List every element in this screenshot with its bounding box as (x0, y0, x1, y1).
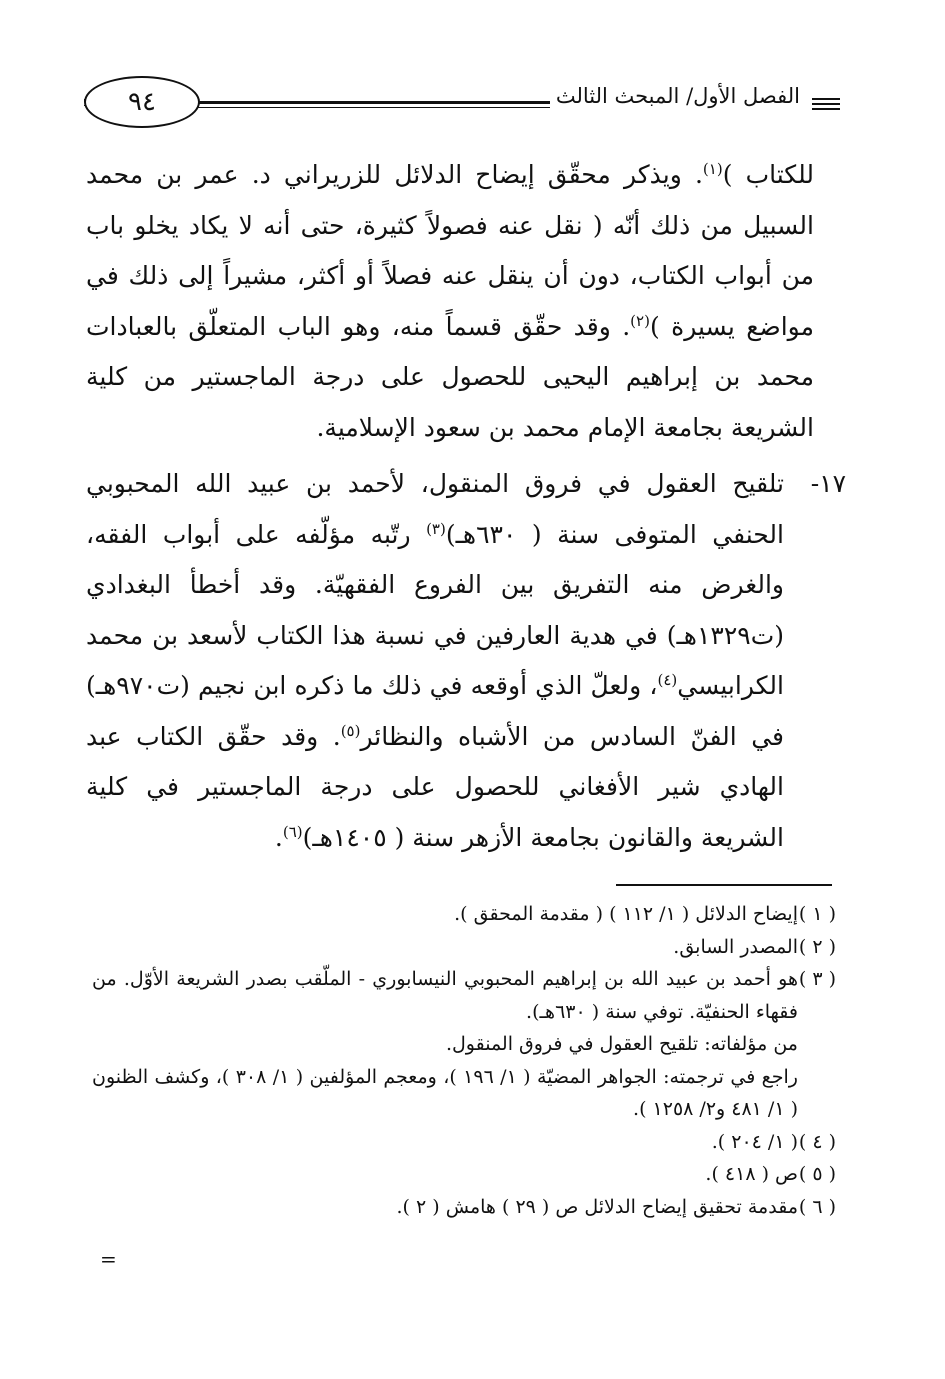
text-run: . وقد حقّق قسماً منه، وهو الباب المتعلّق بالعبادات محمد بن إبراهيم اليحيى للحصول على درجة الماجستير من كلية الشريعة بجامعة الإمام محمد بن سعود الإسلامية. (86, 311, 814, 442)
footnote (92, 1126, 836, 1159)
footnote (92, 898, 836, 931)
text-run: للكتاب ) (722, 160, 814, 189)
continuation-mark: = (100, 1247, 117, 1271)
footnote (92, 963, 836, 1028)
footnote-ref: (٤) (657, 671, 678, 689)
footnote-separator (616, 884, 832, 886)
text-run: ، ولعلّ الذي أوقعه في ذلك ما ذكره ابن نجيم (ت٩٧٠هـ) في الفنّ السادس من الأشباه والنظائر (86, 671, 784, 751)
footnote (92, 1191, 836, 1224)
footnote-number: ( ٣ ) (798, 968, 836, 990)
footnote-number: ( ٦ ) (798, 1195, 836, 1218)
footnote-text: ( ١/ ٢٠٤ ). (711, 1130, 798, 1153)
list-item (86, 459, 846, 863)
footnote-text: راجع في ترجمته: الجواهر المضيّة ( ١/ ١٩٦ )، ومعجم المؤلفين ( ١/ ٣٠٨ )، وكشف الظنون ( ١/ ٤٨١ و٢/ ١٢٥٨ ). (92, 1065, 798, 1120)
running-header (84, 76, 840, 128)
header-rule-right-mid (812, 103, 840, 105)
footnote-number: ( ٤ ) (798, 1130, 836, 1153)
footnote (92, 931, 836, 964)
text-run: . ويذكر محقّق إيضاح الدلائل للزريراني د. عمر بن محمد السبيل من ذلك أنّه ( نقل عنه فصولاً كثيرة، حتى أنه لا يكاد يخلو باب من أبواب الكتاب، دون أن ينقل عنه فصلاً أو أكثر، مشيراً إلى ذلك في مواضع يسيرة ) (86, 160, 814, 341)
footnote-ref: (٢) (630, 311, 650, 330)
footnote-text: المصدر السابق. (673, 935, 798, 958)
header-rule-right (812, 98, 840, 100)
chapter-title: الفصل الأول/ المبحث الثالث (550, 84, 806, 108)
footnote-ref: (١) (702, 160, 723, 178)
footnote-continuation (92, 1061, 836, 1126)
footnote-number: ( ٢ ) (798, 935, 836, 958)
text-run: تلقيح العقول في فروق المنقول، لأحمد بن عبيد الله المحبوبي الحنفي المتوفى سنة ( ٦٣٠هـ) (86, 469, 784, 549)
item-number: ١٧- (810, 469, 846, 498)
paragraph (86, 150, 814, 453)
footnote-text: مقدمة تحقيق إيضاح الدلائل ص ( ٢٩ ) هامش ( ٢ ). (396, 1195, 798, 1218)
footnote-ref: (٥) (340, 721, 361, 740)
footnote (92, 1158, 836, 1191)
footnote-text: إيضاح الدلائل ( ١/ ١١٢ ) ( مقدمة المحقق ). (454, 903, 798, 925)
page-number-text: ٩٤ (128, 87, 156, 117)
page-number (84, 76, 200, 128)
header-rule-right-low (812, 108, 840, 110)
main-text (86, 150, 846, 863)
footnote-ref: (٣) (426, 519, 446, 538)
footnote-text: ص ( ٤١٨ ). (705, 1163, 798, 1185)
text-run: . (274, 822, 283, 852)
footnote-number: ( ٥ ) (798, 1163, 836, 1185)
footnote-number: ( ١ ) (798, 903, 836, 925)
text-run: رتّبه مؤلّفه على أبواب الفقه، والغرض منه التفريق بين الفروع الفقهيّة. وقد أخطأ البغدادي (ت١٣٢٩هـ) في هدية العارفين في نسبة هذا الكتاب لأسعد بن محمد الكرابيسي (86, 519, 784, 700)
footnote-text: هو أحمد بن عبيد الله بن إبراهيم المحبوبي النيسابوري - الملّقب بصدر الشريعة الأوّل. من فقهاء الحنفيّة. توفي سنة ( ٦٣٠هـ). (92, 968, 798, 1023)
footnote-continuation: من مؤلفاته: تلقيح العقول في فروق المنقول. (445, 1033, 798, 1055)
footnote-ref: (٦) (282, 822, 303, 841)
footnotes (92, 898, 836, 1223)
text-run: . وقد حقّق الكتاب عبد الهادي شير الأفغاني للحصول على درجة الماجستير في كلية الشريعة والقانون بجامعة الأزهر سنة ( ١٤٠٥هـ) (86, 721, 784, 852)
